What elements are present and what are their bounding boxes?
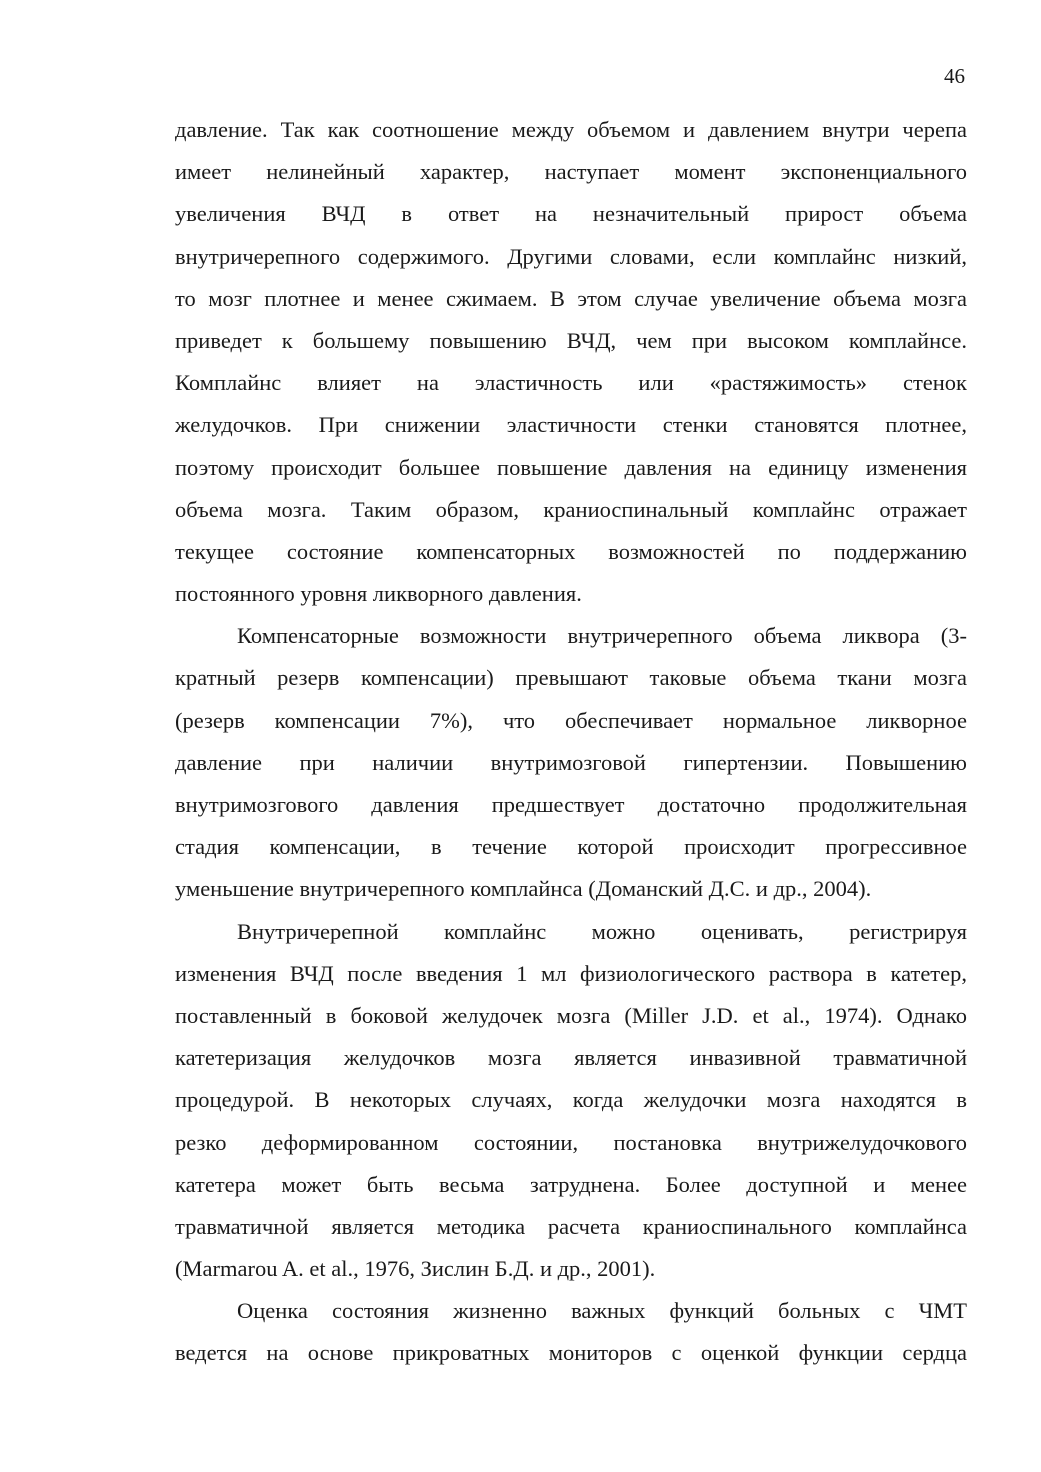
text-line: катетеризация желудочков мозга является инвазивной травматичной <box>175 1045 967 1071</box>
paragraph <box>175 911 967 1291</box>
text-line: объема мозга. Таким образом, краниоспинальный комплайнс отражает <box>175 496 967 522</box>
text-line: давление при наличии внутримозговой гипертензии. Повышению <box>175 749 967 775</box>
text-line: Оценка состояния жизненно важных функций больных с ЧМТ <box>237 1298 967 1324</box>
text-line: травматичной является методика расчета краниоспинального комплайнса <box>175 1213 967 1239</box>
text-line: процедурой. В некоторых случаях, когда желудочки мозга находятся в <box>175 1087 967 1113</box>
text-line: Комплайнс влияет на эластичность или «растяжимость» стенок <box>175 370 967 396</box>
text-line: имеет нелинейный характер, наступает момент экспоненциального <box>175 159 967 185</box>
text-line: внутримозгового давления предшествует достаточно продолжительная <box>175 792 967 817</box>
text-line: внутричерепного содержимого. Другими словами, если комплайнс низкий, <box>175 243 967 269</box>
text-line: поэтому происходит большее повышение давления на единицу изменения <box>175 454 967 480</box>
paragraph <box>175 109 967 615</box>
text-line: текущее состояние компенсаторных возможностей по поддержанию <box>175 538 967 564</box>
text-line: постоянного уровня ликворного давления. <box>175 581 582 607</box>
text-line: давление. Так как соотношение между объемом и давлением внутри черепа <box>175 117 967 142</box>
text-line: уменьшение внутричерепного комплайнса (Доманский Д.С. и др., 2004). <box>175 876 872 902</box>
text-line: поставленный в боковой желудочек мозга (Miller J.D. et al., 1974). Однако <box>175 1002 967 1028</box>
text-line: то мозг плотнее и менее сжимаем. В этом случае увеличение объема мозга <box>175 285 967 311</box>
document-body <box>175 109 967 1375</box>
text-line: Внутричерепной комплайнс можно оценивать, регистрируя <box>237 918 967 944</box>
text-line: Компенсаторные возможности внутричерепного объема ликвора (3- <box>237 623 967 649</box>
text-line: резко деформированном состоянии, постановка внутрижелудочкового <box>175 1129 967 1155</box>
paragraph <box>175 615 967 910</box>
text-line: (резерв компенсации 7%), что обеспечивает нормальное ликворное <box>175 707 967 733</box>
text-line: изменения ВЧД после введения 1 мл физиологического раствора в катетер, <box>175 960 967 986</box>
text-line: приведет к большему повышению ВЧД, чем при высоком комплайнсе. <box>175 327 967 353</box>
text-line: стадия компенсации, в течение которой происходит прогрессивное <box>175 834 967 860</box>
page-number: 46 <box>944 64 965 88</box>
paragraph <box>175 1290 967 1374</box>
text-line: (Marmarou A. et al., 1976, Зислин Б.Д. и др., 2001). <box>175 1256 656 1282</box>
text-line: кратный резерв компенсации) превышают таковые объема ткани мозга <box>175 665 967 691</box>
text-line: желудочков. При снижении эластичности стенки становятся плотнее, <box>175 412 967 438</box>
text-line: ведется на основе прикроватных мониторов с оценкой функции сердца <box>175 1340 967 1366</box>
text-line: увеличения ВЧД в ответ на незначительный прирост объема <box>175 201 967 227</box>
text-line: катетера может быть весьма затруднена. Более доступной и менее <box>175 1171 967 1197</box>
